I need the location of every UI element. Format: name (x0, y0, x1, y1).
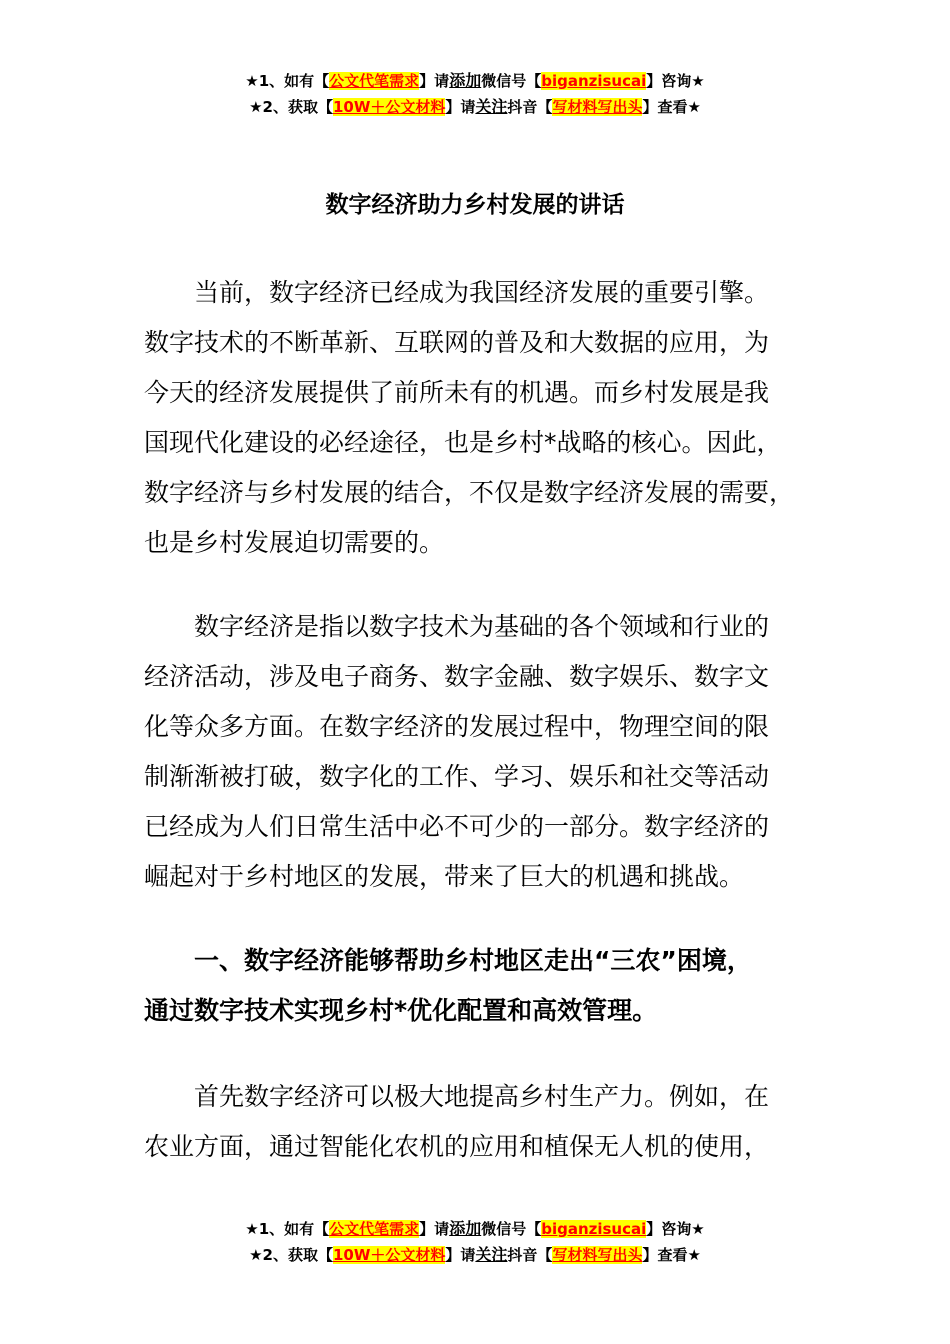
banner-text: 】查看★ (642, 1246, 701, 1264)
banner-line-1 (0, 68, 950, 94)
text-line: 首先数字经济可以极大地提高乡村生产力。例如，在 (144, 1082, 770, 1111)
section-heading-1 (144, 936, 808, 1036)
banner-text: 】查看★ (642, 98, 701, 116)
text-line: 今天的经济发展提供了前所未有的机遇。而乡村发展是我 (144, 378, 770, 407)
banner-line-1 (0, 1216, 950, 1242)
text-line: 已经成为人们日常生活中必不可少的一部分。数字经济的 (144, 812, 770, 841)
banner-text: 抖音【 (507, 98, 553, 116)
document-title: 数字经济助力乡村发展的讲话 (325, 192, 625, 218)
top-banner (0, 68, 950, 120)
banner-text: 】请 (445, 1246, 476, 1264)
text-line: 经济活动，涉及电子商务、数字金融、数字娱乐、数字文 (144, 662, 770, 691)
paragraph-1 (144, 268, 808, 568)
banner-highlight: 公文代笔需求 (329, 1220, 420, 1238)
banner-text: 微信号【 (481, 72, 542, 90)
heading-line: 一、数字经济能够帮助乡村地区走出“三农”困境， (144, 946, 752, 975)
banner-text: 微信号【 (481, 1220, 542, 1238)
banner-underline: 添加 (449, 71, 482, 90)
banner-underline: 关注 (475, 1245, 508, 1264)
banner-text: ★2、获取【 (249, 1246, 333, 1264)
text-line: 国现代化建设的必经途径，也是乡村*战略的核心。因此， (144, 428, 782, 457)
text-line: 数字技术的不断革新、互联网的普及和大数据的应用，为 (144, 328, 770, 357)
text-line: 数字经济是指以数字技术为基础的各个领域和行业的 (144, 612, 770, 641)
paragraph-3 (144, 1072, 808, 1172)
banner-highlight: 写材料写出头 (552, 1246, 643, 1264)
banner-text: 】请 (419, 72, 450, 90)
banner-text: ★2、获取【 (249, 98, 333, 116)
text-line: 数字经济与乡村发展的结合，不仅是数字经济发展的需要， (144, 478, 795, 507)
bottom-banner (0, 1216, 950, 1268)
banner-line-2 (0, 1242, 950, 1268)
banner-underline: 添加 (449, 1219, 482, 1238)
banner-text: ★1、如有【 (245, 72, 330, 90)
text-line: 制渐渐被打破，数字化的工作、学习、娱乐和社交等活动 (144, 762, 770, 791)
banner-underline: 关注 (475, 97, 508, 116)
banner-text: ★1、如有【 (245, 1220, 330, 1238)
banner-highlight: 10W＋公文材料 (332, 1246, 446, 1264)
banner-highlight: 10W＋公文材料 (332, 98, 446, 116)
banner-text: 】请 (445, 98, 476, 116)
text-line: 农业方面，通过智能化农机的应用和植保无人机的使用， (144, 1132, 770, 1161)
text-line: 化等众多方面。在数字经济的发展过程中，物理空间的限 (144, 712, 770, 741)
banner-text: 抖音【 (507, 1246, 553, 1264)
banner-highlight: biganzisucai (541, 1220, 647, 1238)
heading-line: 通过数字技术实现乡村*优化配置和高效管理。 (144, 996, 658, 1025)
banner-text: 】咨询★ (646, 72, 705, 90)
paragraph-2 (144, 602, 808, 902)
text-line: 崛起对于乡村地区的发展，带来了巨大的机遇和挑战。 (144, 862, 745, 891)
banner-text: 】请 (419, 1220, 450, 1238)
text-line: 当前，数字经济已经成为我国经济发展的重要引擎。 (144, 278, 770, 307)
banner-highlight: 写材料写出头 (552, 98, 643, 116)
text-line: 也是乡村发展迫切需要的。 (144, 528, 445, 557)
banner-text: 】咨询★ (646, 1220, 705, 1238)
banner-highlight: 公文代笔需求 (329, 72, 420, 90)
banner-highlight: biganzisucai (541, 72, 647, 90)
banner-line-2 (0, 94, 950, 120)
